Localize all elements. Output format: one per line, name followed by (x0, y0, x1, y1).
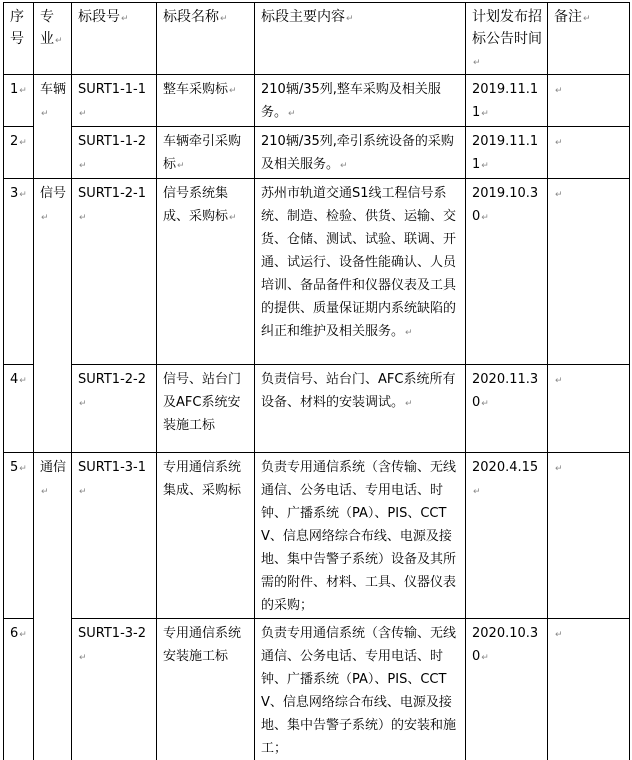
seq-cell: 5↵ (4, 453, 34, 619)
name-cell: 整车采购标↵ (157, 75, 255, 127)
code-cell: SURT1-1-1↵ (72, 75, 157, 127)
note-cell: ↵ (548, 619, 630, 760)
code-cell: SURT1-3-1↵ (72, 453, 157, 619)
content-cell: 负责专用通信系统（含传输、无线通信、公务电话、专用电话、时钟、广播系统（PA）、PIS、CCTV、信息网络综合布线、电源及接地、集中告警子系统）的安装和施工； (255, 619, 466, 760)
major-cell-signal: 信号↵ (34, 179, 72, 453)
date-cell: 2019.10.30↵ (466, 179, 548, 365)
seq-cell: 3↵ (4, 179, 34, 365)
name-cell: 信号、站台门及AFC系统安装施工标 (157, 365, 255, 453)
name-cell: 专用通信系统集成、采购标 (157, 453, 255, 619)
table-row (4, 365, 630, 453)
note-cell: ↵ (548, 127, 630, 179)
header-date: 计划发布招标公告时间↵ (466, 3, 548, 75)
code-cell: SURT1-3-2↵ (72, 619, 157, 760)
header-major: 专业↵ (34, 3, 72, 75)
content-cell: 负责信号、站台门、AFC系统所有设备、材料的安装调试。↵ (255, 365, 466, 453)
name-cell: 车辆牵引采购标↵ (157, 127, 255, 179)
seq-cell: 6↵ (4, 619, 34, 760)
date-cell: 2020.10.30↵ (466, 619, 548, 760)
date-cell: 2019.11.11↵ (466, 127, 548, 179)
table-row (4, 453, 630, 619)
header-code: 标段号↵ (72, 3, 157, 75)
code-cell: SURT1-2-1↵ (72, 179, 157, 365)
date-cell: 2019.11.11↵ (466, 75, 548, 127)
note-cell: ↵ (548, 179, 630, 365)
note-cell: ↵ (548, 75, 630, 127)
major-cell-vehicle: 车辆↵ (34, 75, 72, 179)
header-note: 备注↵ (548, 3, 630, 75)
table-row (4, 75, 630, 127)
content-cell: 210辆/35列,牵引系统设备的采购及相关服务。↵ (255, 127, 466, 179)
major-cell-comm: 通信↵ (34, 453, 72, 760)
table-row (4, 179, 630, 365)
content-cell: 210辆/35列,整车采购及相关服务。↵ (255, 75, 466, 127)
header-name: 标段名称↵ (157, 3, 255, 75)
code-cell: SURT1-2-2↵ (72, 365, 157, 453)
header-content: 标段主要内容↵ (255, 3, 466, 75)
seq-cell: 4↵ (4, 365, 34, 453)
name-cell: 信号系统集成、采购标↵ (157, 179, 255, 365)
table-row (4, 619, 630, 760)
seq-cell: 1↵ (4, 75, 34, 127)
tender-plan-table (3, 2, 630, 760)
name-cell: 专用通信系统安装施工标 (157, 619, 255, 760)
note-cell: ↵ (548, 453, 630, 619)
header-seq: 序号 (4, 3, 34, 75)
note-cell: ↵ (548, 365, 630, 453)
date-cell: 2020.4.15↵ (466, 453, 548, 619)
date-cell: 2020.11.30↵ (466, 365, 548, 453)
code-cell: SURT1-1-2↵ (72, 127, 157, 179)
content-cell: 负责专用通信系统（含传输、无线通信、公务电话、专用电话、时钟、广播系统（PA）、PIS、CCTV、信息网络综合布线、电源及接地、集中告警子系统）设备及其所需的附件、材料、工具、仪器仪表的采购； (255, 453, 466, 619)
content-cell: 苏州市轨道交通S1线工程信号系统、制造、检验、供货、运输、交货、仓储、测试、试验、联调、开通、试运行、设备性能确认、人员培训、备品备件和仪器仪表及工具的提供、质量保证期内系统缺陷的纠正和维护及相关服务。↵ (255, 179, 466, 365)
seq-cell: 2↵ (4, 127, 34, 179)
table-row (4, 127, 630, 179)
header-row (4, 3, 630, 75)
